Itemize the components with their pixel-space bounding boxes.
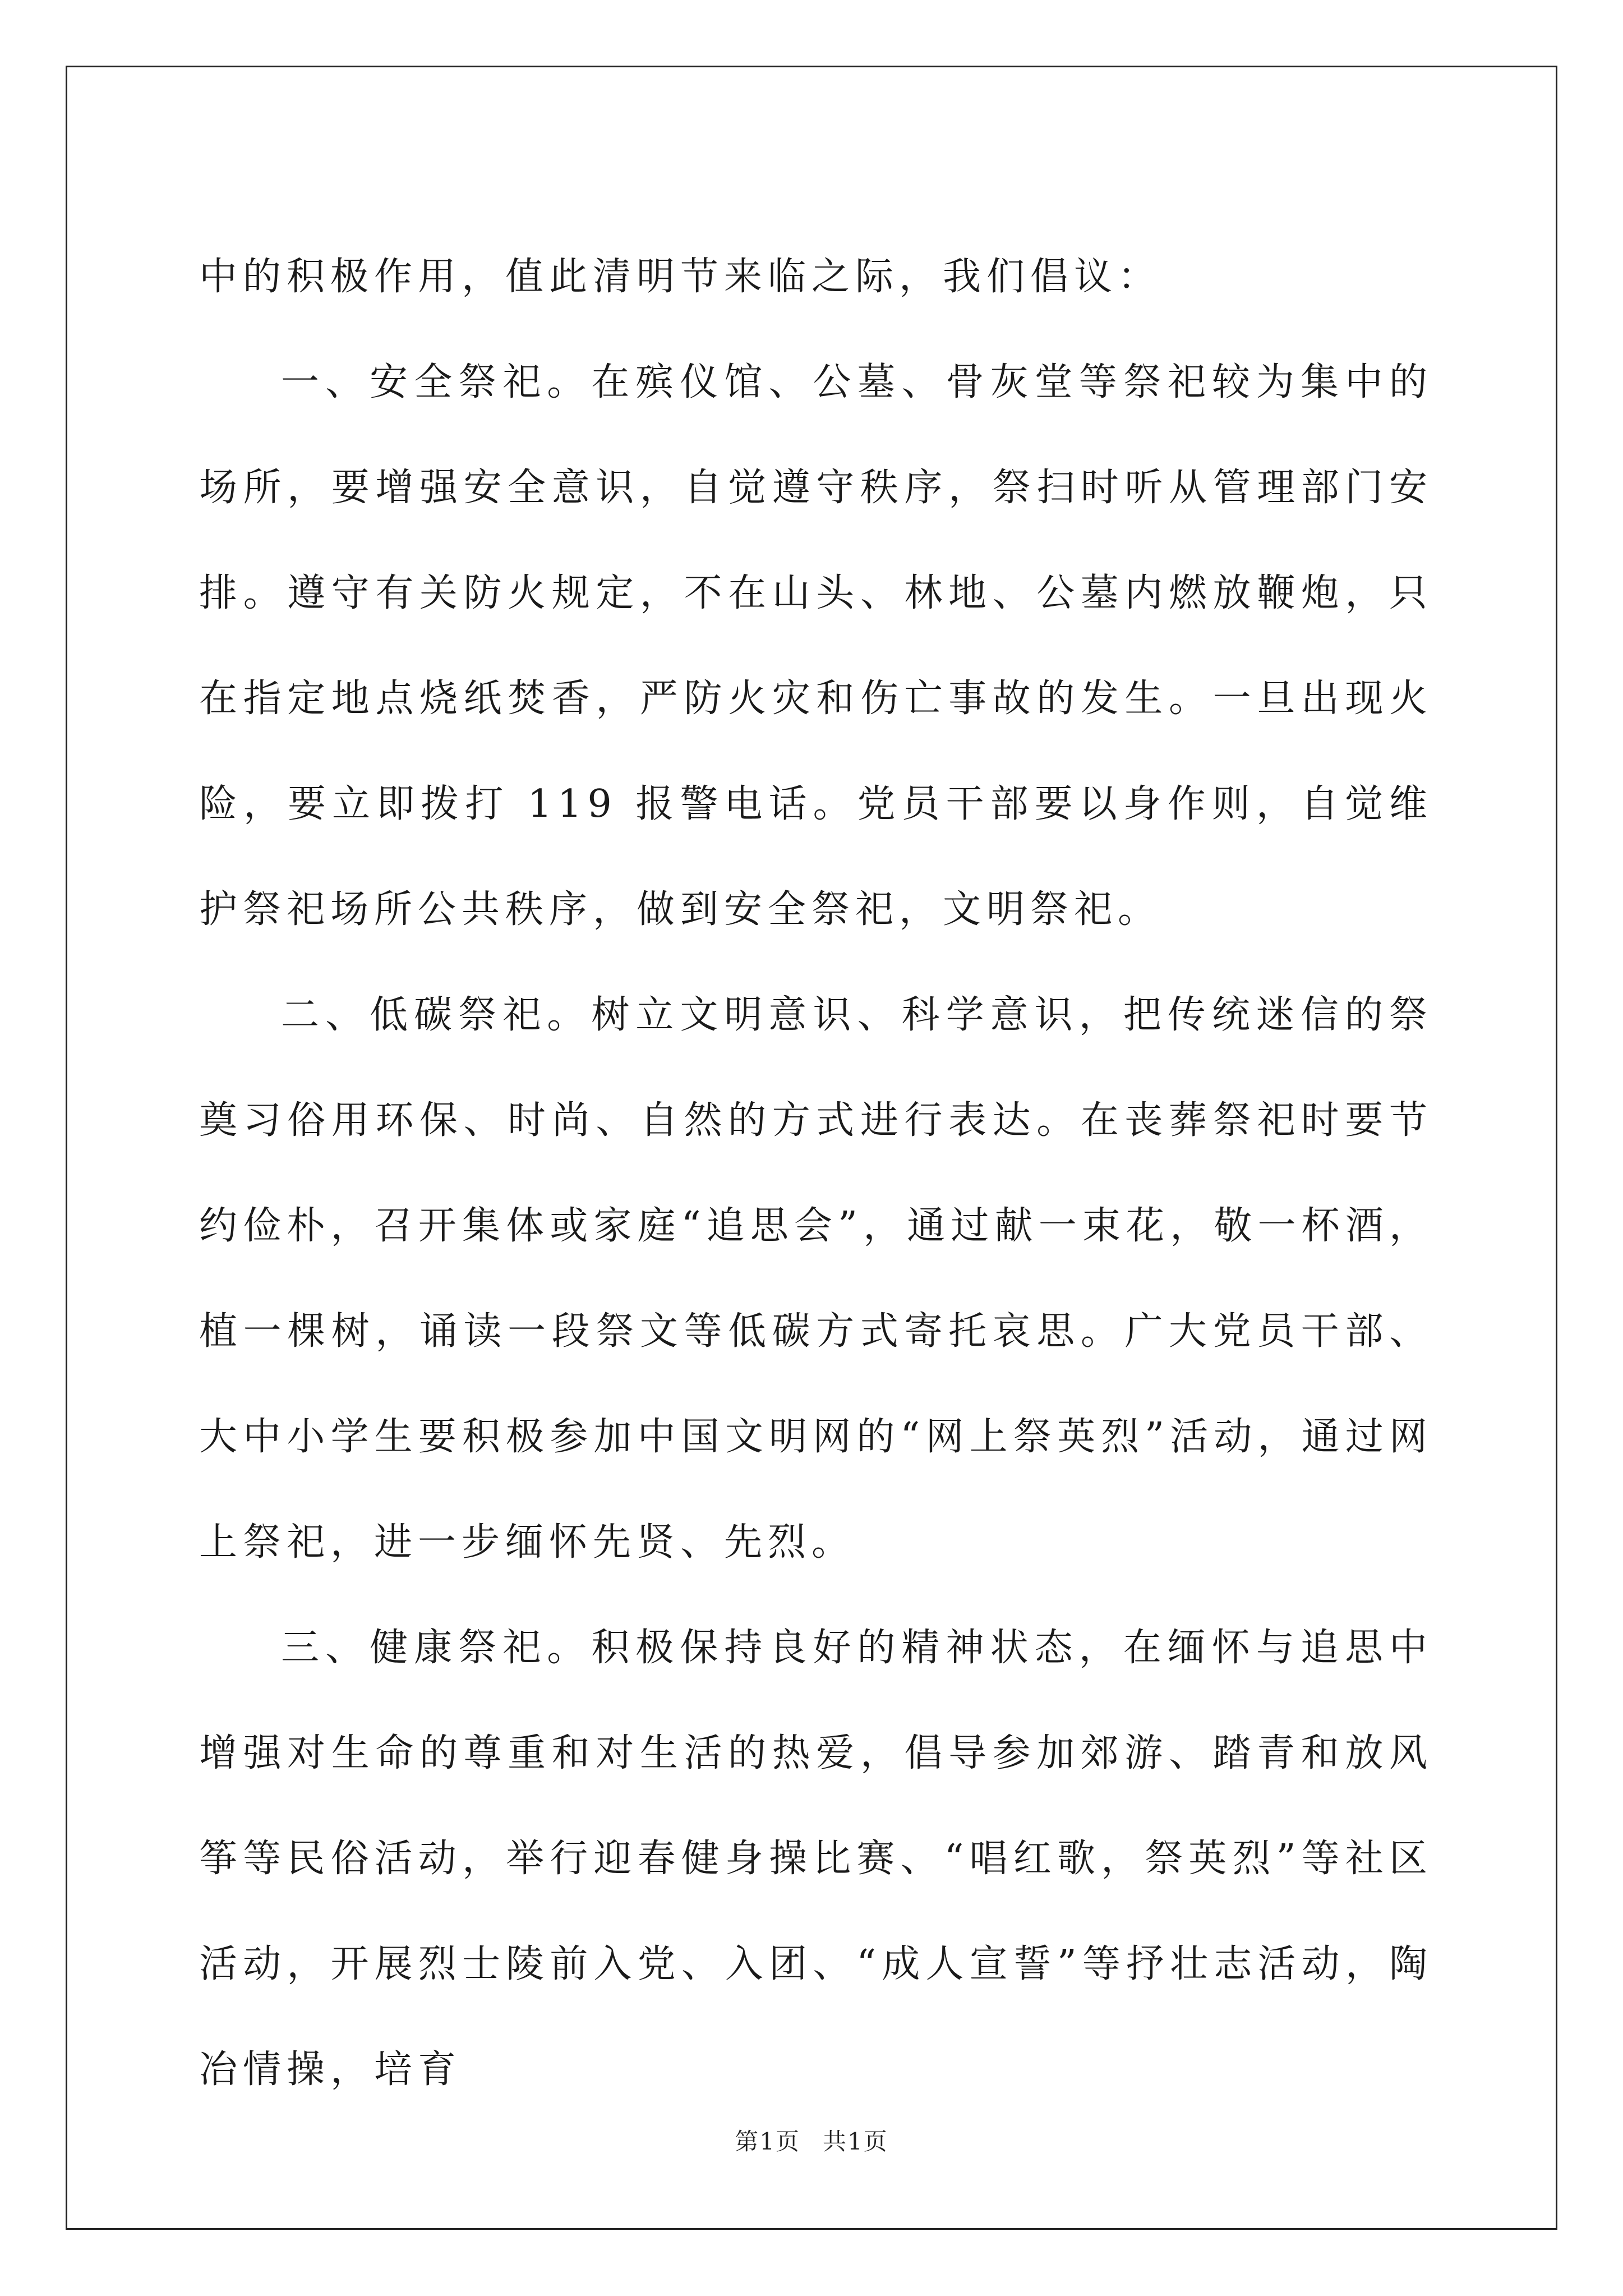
- page-number-total: 共1页: [823, 2128, 888, 2155]
- document-body: [199, 224, 1433, 2123]
- paragraph-low-carbon-sacrifice: 二、低碳祭祀。树立文明意识、科学意识，把传统迷信的祭奠习俗用环保、时尚、自然的方式进行表达。在丧葬祭祀时要节约俭朴，召开集体或家庭“追思会”，通过献一束花，敬一杯酒，植一棵树，诵读一段祭文等低碳方式寄托哀思。广大党员干部、大中小学生要积极参加中国文明网的“网上祭英烈”活动，通过网上祭祀，进一步缅怀先贤、先烈。: [199, 993, 1433, 1565]
- paragraph-healthy-sacrifice: 三、健康祭祀。积极保持良好的精神状态，在缅怀与追思中增强对生命的尊重和对生活的热爱，倡导参加郊游、踏青和放风筝等民俗活动，举行迎春健身操比赛、“唱红歌，祭英烈”等社区活动，开展烈士陵前入党、入团、“成人宣誓”等抒壮志活动，陶冶情操，培育: [199, 1626, 1433, 2092]
- paragraph-intro: 中的积极作用，值此清明节来临之际，我们倡议：: [199, 255, 1162, 299]
- page-footer: [0, 2125, 1623, 2159]
- paragraph-safe-sacrifice: 一、安全祭祀。在殡仪馆、公墓、骨灰堂等祭祀较为集中的场所，要增强安全意识，自觉遵守秩序，祭扫时听从管理部门安排。遵守有关防火规定，不在山头、林地、公墓内燃放鞭炮，只在指定地点烧纸焚香，严防火灾和伤亡事故的发生。一旦出现火险，要立即拨打 119 报警电话。党员干部要以身作则，自觉维护祭祀场所公共秩序，做到安全祭祀，文明祭祀。: [199, 360, 1433, 932]
- page-number-current: 第1页: [735, 2128, 800, 2155]
